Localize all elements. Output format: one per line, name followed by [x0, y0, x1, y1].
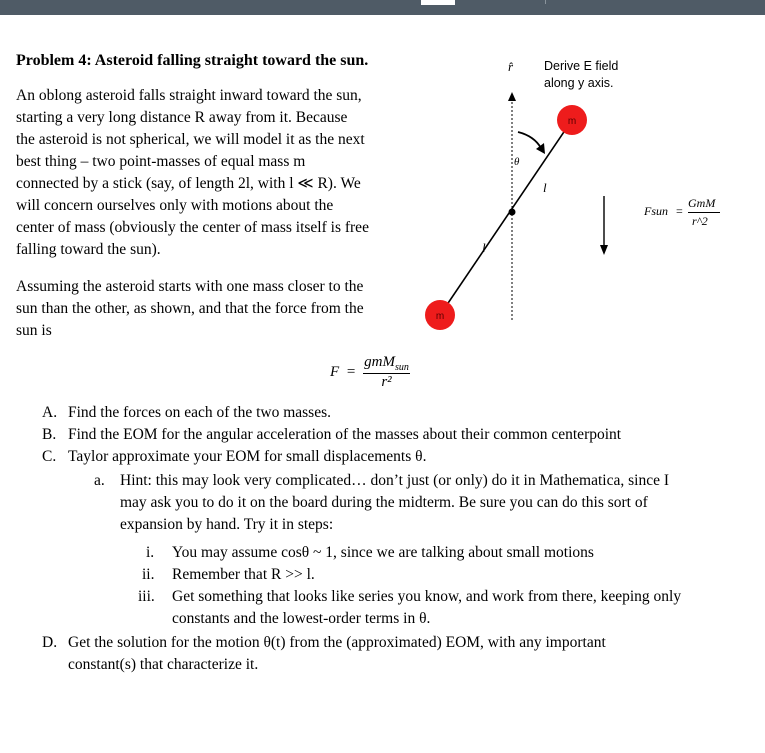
question-marker: B. — [42, 426, 57, 443]
question-b — [42, 424, 742, 446]
fsun-denominator: r^2 — [692, 214, 708, 228]
intro-line: An oblong asteroid falls straight inward toward the sun, — [16, 87, 362, 104]
theta-arc — [518, 132, 541, 148]
assume-line: sun is — [16, 322, 52, 339]
formula-lhs: F — [330, 364, 340, 380]
question-d — [42, 632, 742, 676]
force-arrow-head — [600, 245, 608, 255]
question-marker: D. — [42, 634, 58, 651]
l-upper-label: l — [543, 180, 547, 195]
question-text: Hint: this may look very complicated… don’t just (or only) do it in Mathematica, since I — [120, 472, 669, 489]
question-text: Find the forces on each of the two masses. — [68, 404, 332, 421]
l-lower-label: l — [482, 240, 486, 255]
question-text: may ask you to do it on the board during the midterm. Be sure you can do this sort of — [120, 494, 648, 511]
question-a — [42, 402, 742, 424]
fsun-numerator: GmM — [688, 196, 716, 210]
question-marker: iii. — [138, 588, 155, 605]
intro-line: the asteroid is not spherical, we will model it as the next — [16, 131, 365, 148]
derive-note-line: along y axis. — [544, 76, 614, 90]
derive-note-line: Derive E field — [544, 59, 619, 73]
fsun-equals: = — [676, 204, 683, 218]
theta-label: θ — [514, 156, 520, 168]
formula-equals: = — [346, 364, 356, 380]
fsun-fraction-bar — [688, 212, 720, 213]
formula-denominator: r² — [381, 374, 392, 390]
question-c — [42, 446, 742, 468]
r-hat-label: r̂ — [508, 59, 514, 74]
intro-line: center of mass (obviously the center of mass itself is free — [16, 219, 369, 236]
axis-arrowhead — [508, 92, 516, 101]
intro-line: connected by a stick (say, of length 2l, with l ≪ R). We — [16, 175, 361, 192]
derive-note — [544, 58, 618, 92]
question-marker: a. — [94, 472, 105, 489]
question-text: You may assume cosθ ~ 1, since we are talking about small motions — [172, 544, 594, 561]
fsun-lhs: Fsun — [644, 204, 668, 218]
assume-line: sun than the other, as shown, and that the force from the — [16, 300, 364, 317]
question-text: Get the solution for the motion θ(t) from the (approximated) EOM, with any important — [68, 634, 606, 651]
question-marker: C. — [42, 448, 57, 465]
upper-mass-label: m — [567, 116, 577, 127]
intro-line: will concern ourselves only with motions about the — [16, 197, 334, 214]
asteroid-stick — [440, 120, 572, 315]
question-text: Get something that looks like series you know, and work from there, keeping only — [172, 588, 682, 605]
hint-i — [146, 542, 746, 564]
hint-ii — [142, 564, 742, 586]
intro-line: falling toward the sun). — [16, 241, 161, 258]
assume-line: Assuming the asteroid starts with one mass closer to the — [16, 278, 364, 295]
theta-arc-arrowhead — [536, 143, 545, 154]
intro-line: best thing – two point-masses of equal mass m — [16, 153, 306, 170]
hint-iii — [138, 586, 758, 630]
question-text: constant(s) that characterize it. — [68, 656, 259, 673]
question-text: expansion by hand. Try it in steps: — [120, 516, 334, 533]
formula-numerator-text: gmM — [364, 354, 395, 370]
question-marker: i. — [146, 544, 155, 561]
center-of-mass-dot — [509, 209, 516, 216]
question-text: Taylor approximate your EOM for small displacements θ. — [68, 448, 427, 465]
question-text: Find the EOM for the angular acceleration of the masses about their common centerpoint — [68, 426, 622, 443]
question-marker: A. — [42, 404, 58, 421]
question-text: constants and the lowest-order terms in θ. — [172, 610, 431, 627]
question-text: Remember that R >> l. — [172, 566, 315, 583]
question-marker: ii. — [142, 566, 155, 583]
formula-numerator-sub: sun — [394, 362, 409, 373]
intro-line: starting a very long distance R away from it. Because — [16, 109, 348, 126]
hint-a — [94, 470, 754, 536]
problem-title: Problem 4: Asteroid falling straight toward the sun. — [16, 52, 369, 69]
lower-mass-label: m — [435, 311, 445, 322]
